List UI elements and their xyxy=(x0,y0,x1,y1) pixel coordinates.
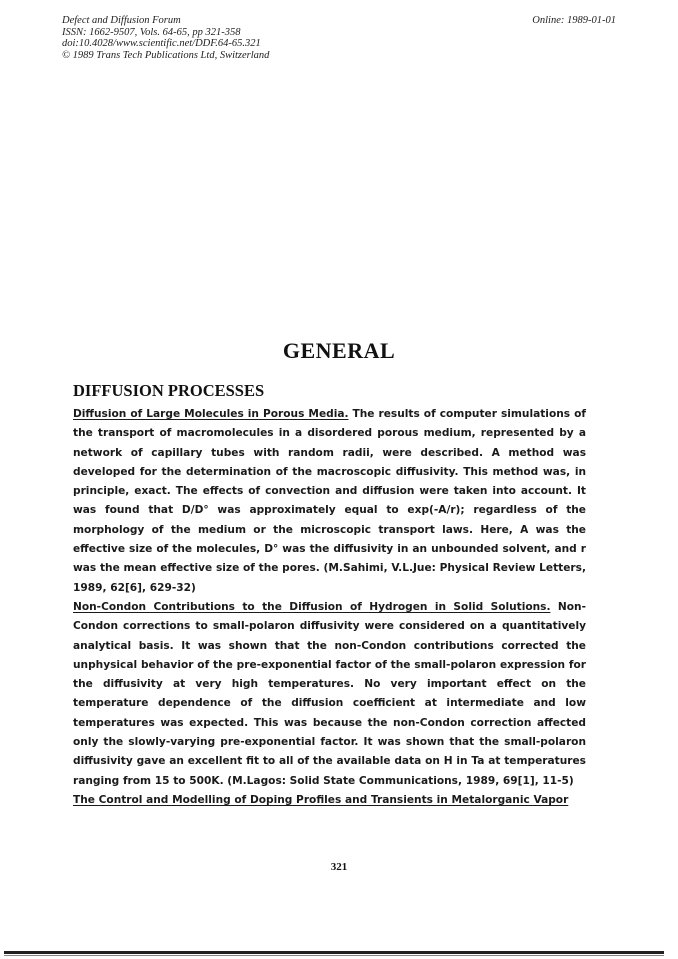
article-text: Non-Condon corrections to small-polaron diffusivity were considered on a quantitatively analytical basis. It was shown that the non-Condon contributions corrected the unphysical behavior of the pre-exponential factor of the small-polaron expression for the diffusivity at very high temperatures. No very important effect on the temperature dependence of the diffusion coefficient at intermediate and low temperatures was expected. This was because the non-Condon correction affected only the slowly-varying pre-exponential factor. It was shown that the small-polaron diffusivity gave an excellent fit to all of the available data on H in Ta at temperatures ranging from 15 to 500K. (M.Lagos: Solid State Communications, 1989, 69[1], 11-5) xyxy=(73,600,586,787)
issn-line: ISSN: 1662-9507, Vols. 64-65, pp 321-358 xyxy=(62,26,241,38)
article-paragraph xyxy=(73,791,586,810)
article-paragraph xyxy=(73,598,586,791)
page-number: 321 xyxy=(330,861,348,873)
journal-info xyxy=(62,15,269,61)
bottom-rule-thin xyxy=(4,955,664,956)
copyright-line: © 1989 Trans Tech Publications Ltd, Switzerland xyxy=(62,49,270,61)
article-paragraph xyxy=(73,405,586,598)
article-title: The Control and Modelling of Doping Profiles and Transients in Metalorganic Vapor xyxy=(73,793,569,806)
article-body xyxy=(73,405,586,810)
article-title: Diffusion of Large Molecules in Porous Media. xyxy=(73,408,349,420)
page-title: GENERAL xyxy=(282,338,396,363)
online-date: Online: 1989-01-01 xyxy=(532,15,616,26)
journal-name: Defect and Diffusion Forum xyxy=(62,15,181,26)
article-title: Non-Condon Contributions to the Diffusion of Hydrogen in Solid Solutions. xyxy=(73,600,551,613)
doi-line: doi:10.4028/www.scientific.net/DDF.64-65.321 xyxy=(62,38,261,49)
section-heading: DIFFUSION PROCESSES xyxy=(73,381,265,400)
article-text: The results of computer simulations of the transport of macromolecules in a disordered porous medium, represented by a network of capillary tubes with random radii, were described. A method was developed for the determination of the macroscopic diffusivity. This method was, in principle, exact. The effects of convection and diffusion were taken into account. It was found that D/D° was approximately equal to exp(-A/r); regardless of the morphology of the medium or the microscopic transport laws. Here, A was the effective size of the molecules, D° was the diffusivity in an unbounded solvent, and r was the mean effective size of the pores. (M.Sahimi, V.L.Jue: Physical Review Letters, 1989, 62[6], 629-32) xyxy=(73,408,586,594)
bottom-rule xyxy=(4,951,664,954)
